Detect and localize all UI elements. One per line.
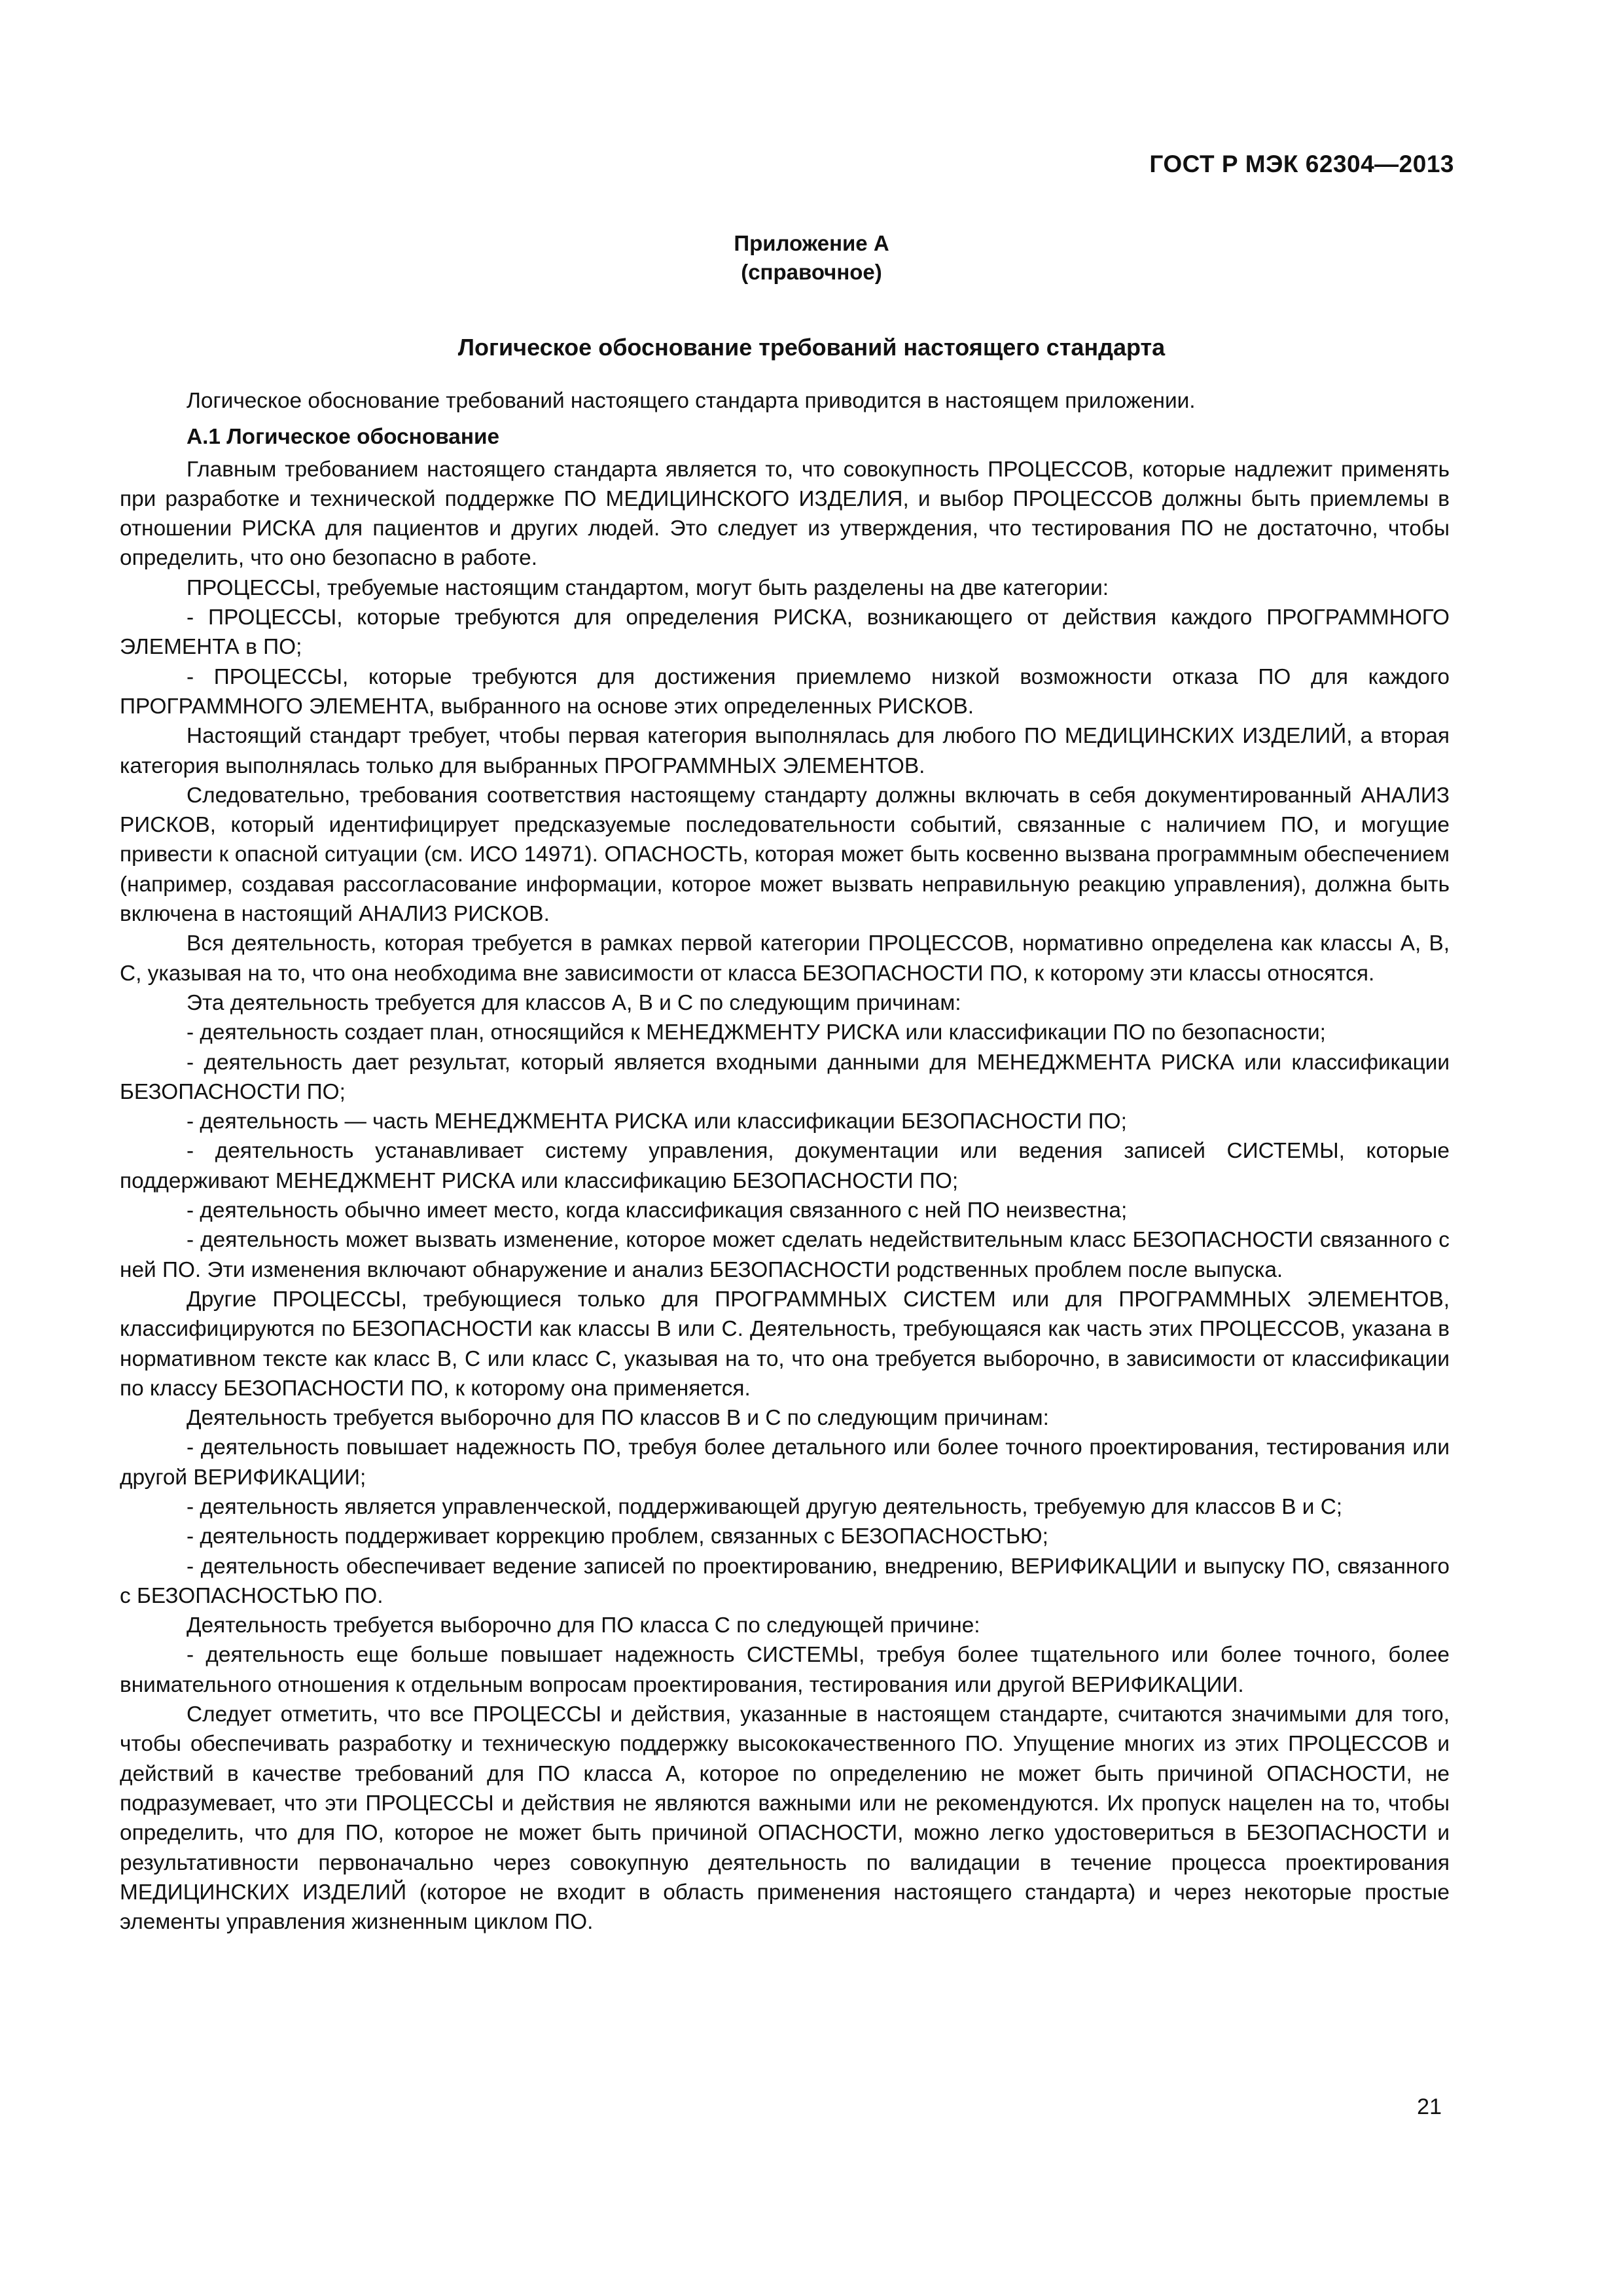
- list-item: - деятельность обеспечивает ведение записей по проектированию, внедрению, ВЕРИФИКАЦИИ и выпуску ПО, связанного с БЕЗОПАСНОСТЬЮ ПО.: [120, 1554, 1450, 1608]
- annex-type: (справочное): [741, 260, 882, 284]
- body-text: [120, 386, 1450, 1937]
- paragraph: Следовательно, требования соответствия настоящему стандарту должны включать в себя документированный АНАЛИЗ РИСКОВ, который идентифицирует предсказуемые последовательности событий, связанные с наличием ПО, и могущие привести к опасной ситуации (см. ИСО 14971). ОПАСНОСТЬ, которая может быть косвенно вызвана программным обеспечением (например, создавая рассогласование информации, которое может вызвать неправильную реакцию управления), должна быть включена в настоящий АНАЛИЗ РИСКОВ.: [120, 783, 1450, 927]
- page-number: 21: [1417, 2094, 1442, 2119]
- paragraph: Эта деятельность требуется для классов A, B и C по следующим причинам:: [187, 990, 961, 1015]
- list-item: - деятельность поддерживает коррекцию проблем, связанных с БЕЗОПАСНОСТЬЮ;: [187, 1524, 1048, 1549]
- list-item: - деятельность является управленческой, поддерживающей другую деятельность, требуемую для классов B и C;: [187, 1494, 1343, 1519]
- paragraph: Вся деятельность, которая требуется в рамках первой категории ПРОЦЕССОВ, нормативно определена как классы A, B, C, указывая на то, что она необходима вне зависимости от класса БЕЗОПАСНОСТИ ПО, к которому эти классы относятся.: [120, 931, 1450, 986]
- list-item: - деятельность еще больше повышает надежность СИСТЕМЫ, требуя более тщательного или более точного, более внимательного отношения к отдельным вопросам проектирования, тестирования или другой ВЕРИФИКАЦИИ.: [120, 1643, 1450, 1697]
- paragraph: Следует отметить, что все ПРОЦЕССЫ и действия, указанные в настоящем стандарте, считаются значимыми для того, чтобы обеспечивать разработку и техническую поддержку высококачественного ПО. Упущение многих из этих ПРОЦЕССОВ и действий в качестве требований для ПО класса A, которое по определению не может быть причиной ОПАСНОСТИ, не подразумевает, что эти ПРОЦЕССЫ и действия не являются важными или не рекомендуются. Их пропуск нацелен на то, чтобы определить, что для ПО, которое не может быть причиной ОПАСНОСТИ, можно легко удостовериться в БЕЗОПАСНОСТИ и результативности первоначально через совокупную деятельность по валидации в течение процесса проектирования МЕДИЦИНСКИХ ИЗДЕЛИЙ (которое не входит в область применения настоящего стандарта) и через некоторые простые элементы управления жизненным циклом ПО.: [120, 1702, 1450, 1935]
- list-item: - ПРОЦЕССЫ, которые требуются для определения РИСКА, возникающего от действия каждого ПРОГРАММНОГО ЭЛЕМЕНТА в ПО;: [120, 605, 1450, 660]
- paragraph-list: [120, 455, 1450, 1937]
- standard-code-header: ГОСТ Р МЭК 62304—2013: [1149, 151, 1454, 177]
- list-item: - деятельность создает план, относящийся к МЕНЕДЖМЕНТУ РИСКА или классификации ПО по безопасности;: [187, 1020, 1326, 1045]
- list-item: - деятельность обычно имеет место, когда классификация связанного с ней ПО неизвестна;: [187, 1198, 1128, 1223]
- list-item: - ПРОЦЕССЫ, которые требуются для достижения приемлемо низкой возможности отказа ПО для каждого ПРОГРАММНОГО ЭЛЕМЕНТА, выбранного на основе этих определенных РИСКОВ.: [120, 664, 1450, 719]
- paragraph: Деятельность требуется выборочно для ПО классов B и C по следующим причинам:: [187, 1406, 1049, 1431]
- list-item: - деятельность — часть МЕНЕДЖМЕНТА РИСКА или классификации БЕЗОПАСНОСТИ ПО;: [187, 1109, 1127, 1134]
- section-heading: А.1 Логическое обоснование: [187, 425, 500, 450]
- paragraph: Настоящий стандарт требует, чтобы первая категория выполнялась для любого ПО МЕДИЦИНСКИХ ИЗДЕЛИЙ, а вторая категория выполнялась только для выбранных ПРОГРАММНЫХ ЭЛЕМЕНТОВ.: [120, 724, 1450, 778]
- list-item: - деятельность может вызвать изменение, которое может сделать недействительным класс БЕЗОПАСНОСТИ связанного с ней ПО. Эти изменения включают обнаружение и анализ БЕЗОПАСНОСТИ родственных проблем после выпуска.: [120, 1228, 1450, 1282]
- paragraph: Другие ПРОЦЕССЫ, требующиеся только для ПРОГРАММНЫХ СИСТЕМ или для ПРОГРАММНЫХ ЭЛЕМЕНТОВ, классифицируются по БЕЗОПАСНОСТИ как классы B или C. Деятельность, требующаяся как часть этих ПРОЦЕССОВ, указана в нормативном тексте как класс B, C или класс C, указывая на то, что она требуется выборочно, в зависимости от классификации по классу БЕЗОПАСНОСТИ ПО, к которому она применяется.: [120, 1287, 1450, 1401]
- paragraph: ПРОЦЕССЫ, требуемые настоящим стандартом, могут быть разделены на две категории:: [187, 575, 1109, 600]
- paragraph: Деятельность требуется выборочно для ПО класса C по следующей причине:: [187, 1613, 980, 1638]
- annex-heading: [0, 229, 1623, 287]
- annex-title: Логическое обоснование требований настоящего стандарта: [457, 334, 1166, 361]
- list-item: - деятельность дает результат, который является входными данными для МЕНЕДЖМЕНТА РИСКА или классификации БЕЗОПАСНОСТИ ПО;: [120, 1050, 1450, 1104]
- annex-label: Приложение А: [734, 231, 889, 255]
- list-item: - деятельность повышает надежность ПО, требуя более детального или более точного проектирования, тестирования или другой ВЕРИФИКАЦИИ;: [120, 1435, 1450, 1490]
- paragraph: Главным требованием настоящего стандарта является то, что совокупность ПРОЦЕССОВ, которые надлежит применять при разработке и технической поддержке ПО МЕДИЦИНСКОГО ИЗДЕЛИЯ, и выбор ПРОЦЕССОВ должны быть приемлемы в отношении РИСКА для пациентов и других людей. Это следует из утверждения, что тестирования ПО не достаточно, чтобы определить, что оно безопасно в работе.: [120, 457, 1450, 571]
- list-item: - деятельность устанавливает систему управления, документации или ведения записей СИСТЕМЫ, которые поддерживают МЕНЕДЖМЕНТ РИСКА или классификацию БЕЗОПАСНОСТИ ПО;: [120, 1139, 1450, 1193]
- intro-paragraph: Логическое обоснование требований настоящего стандарта приводится в настоящем приложении.: [187, 389, 1196, 413]
